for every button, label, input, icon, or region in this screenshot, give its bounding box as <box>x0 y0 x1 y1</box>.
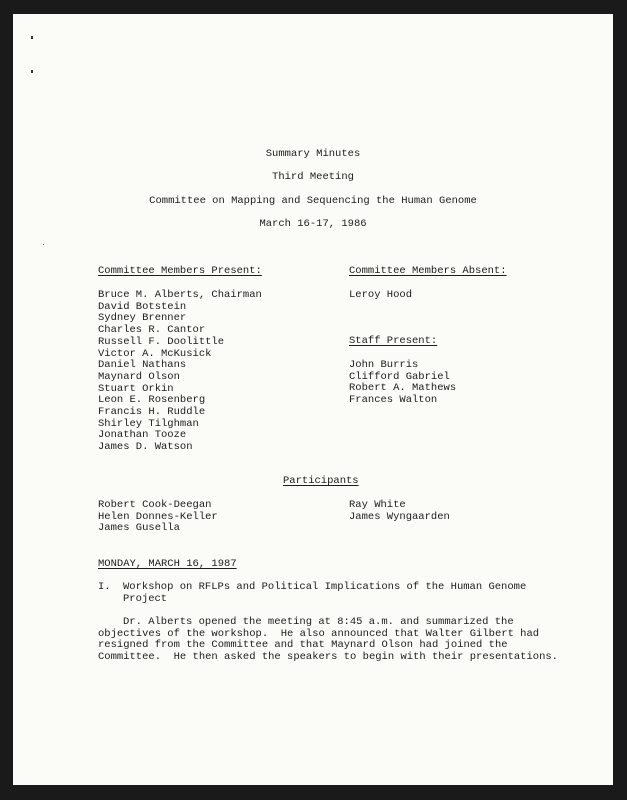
punch-mark <box>31 70 33 73</box>
list-item: Shirley Tilghman <box>98 417 199 430</box>
list-item: Daniel Nathans <box>98 359 187 372</box>
list-item: James Gusella <box>98 522 180 535</box>
list-item: James Wyngaarden <box>349 510 450 523</box>
list-item: Maynard Olson <box>98 370 180 383</box>
participants-heading: Participants <box>283 475 359 487</box>
paragraph-line: resigned from the Committee and that Maynard Olson had joined the <box>98 639 508 652</box>
list-item: Bruce M. Alberts, Chairman <box>98 289 262 301</box>
section-title-line2: Project <box>123 593 168 605</box>
list-item: Leon E. Rosenberg <box>98 394 206 407</box>
list-item: John Burris <box>349 359 419 371</box>
list-item: Jonathan Tooze <box>98 429 187 442</box>
staff-heading: Staff Present: <box>349 335 438 347</box>
present-heading: Committee Members Present: <box>98 265 262 277</box>
list-item: Ray White <box>349 499 406 511</box>
list-item: Robert A. Mathews <box>349 382 457 395</box>
title-summary-minutes: Summary Minutes <box>265 148 361 160</box>
absent-heading: Committee Members Absent: <box>349 265 507 277</box>
title-committee-name: Committee on Mapping and Sequencing the Human Genome <box>149 195 477 207</box>
list-item: Francis H. Ruddle <box>98 406 206 419</box>
list-item: Helen Donnes-Keller <box>98 510 218 523</box>
day-heading: MONDAY, MARCH 16, 1987 <box>98 558 237 570</box>
participants-left-list <box>98 500 218 535</box>
title-meeting-date: March 16-17, 1986 <box>259 218 367 230</box>
staff-members-list <box>349 360 456 407</box>
document-page <box>13 14 613 785</box>
present-members-list <box>98 290 262 454</box>
list-item: Victor A. McKusick <box>98 347 212 360</box>
list-item: Sydney Brenner <box>98 312 187 325</box>
body-paragraph <box>98 617 558 664</box>
list-item: James D. Watson <box>98 441 193 454</box>
punch-mark <box>31 36 33 39</box>
paragraph-line: Committee. He then asked the speakers to begin with their presentations. <box>98 651 558 664</box>
paper-speck <box>43 244 44 245</box>
list-item: Stuart Orkin <box>98 382 174 395</box>
absent-members-list <box>349 290 412 302</box>
list-item: Russell F. Doolittle <box>98 335 225 348</box>
list-item: Clifford Gabriel <box>349 370 450 383</box>
section-title-line1: Workshop on RFLPs and Political Implications of the Human Genome <box>123 581 527 593</box>
list-item: Frances Walton <box>349 394 438 407</box>
paragraph-line: Dr. Alberts opened the meeting at 8:45 a.m. and summarized the <box>123 616 514 628</box>
section-number: I. <box>98 581 111 593</box>
list-item: Charles R. Cantor <box>98 324 206 337</box>
participants-right-list <box>349 500 450 523</box>
list-item: Robert Cook-Deegan <box>98 499 212 511</box>
list-item: Leroy Hood <box>349 289 413 301</box>
title-meeting-number: Third Meeting <box>272 171 354 183</box>
list-item: David Botstein <box>98 300 187 313</box>
paragraph-line: objectives of the workshop. He also announced that Walter Gilbert had <box>98 627 540 640</box>
